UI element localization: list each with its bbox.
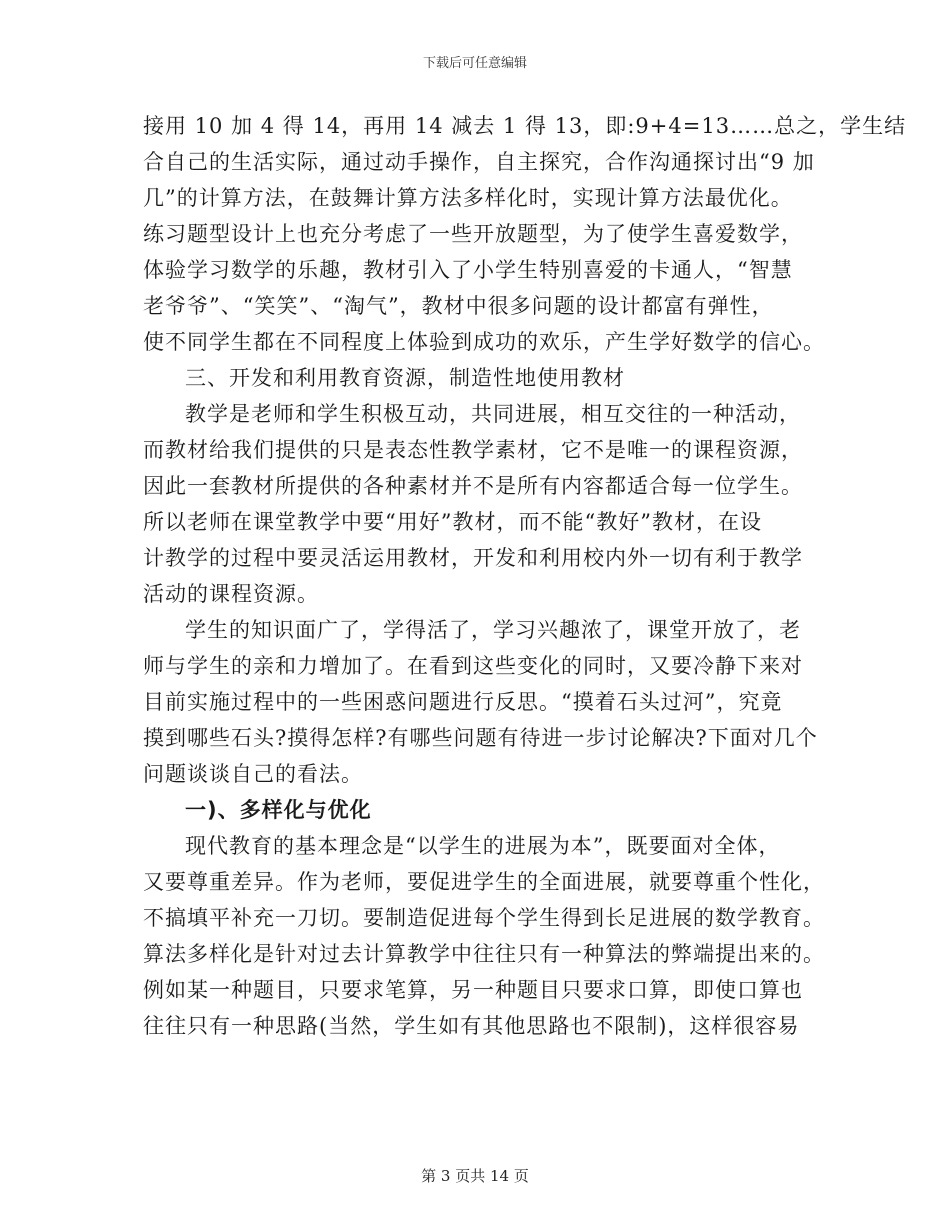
text-line: 体验学习数学的乐趣，教材引入了小学生特别喜爱的卡通人，“智慧: [143, 258, 793, 282]
text-line: 几”的计算方法，在鼓舞计算方法多样化时，实现计算方法最优化。: [143, 186, 793, 210]
text-line: 老爷爷”、“笑笑”、“淘气”，教材中很多问题的设计都富有弹性，: [143, 294, 774, 318]
text-line: 练习题型设计上也充分考虑了一些开放题型，为了使学生喜爱数学，: [143, 222, 803, 246]
text-line: 问题谈谈自己的看法。: [143, 762, 363, 786]
text-line: 合自己的生活实际，通过动手操作，自主探究，合作沟通探讨出“9 加: [143, 150, 815, 174]
text-line: 不搞填平补充一刀切。要制造促进每个学生得到长足进展的数学教育。: [143, 906, 825, 930]
text-line: 又要尊重差异。作为老师，要促进学生的全面进展，就要尊重个性化，: [143, 870, 825, 894]
text-line: 现代教育的基本理念是“以学生的进展为本”，既要面对全体，: [185, 834, 781, 858]
text-line: 接用 10 加 4 得 14，再用 14 减去 1 得 13，即:9+4=13……总之，学生结: [143, 114, 907, 138]
section-heading: 三、开发和利用教育资源，制造性地使用教材: [185, 366, 625, 390]
text-line: 活动的课程资源。: [143, 582, 319, 606]
text-line: 所以老师在课堂教学中要“用好”教材，而不能“教好”教材，在设: [143, 510, 762, 534]
text-line: 而教材给我们提供的只是表态性教学素材，它不是唯一的课程资源，: [143, 438, 803, 462]
subsection-heading: 一)、多样化与优化: [185, 798, 372, 822]
text-line: 师与学生的亲和力增加了。在看到这些变化的同时，又要冷静下来对: [143, 654, 803, 678]
page-footer: 第 3 页共 14 页: [421, 1167, 529, 1185]
document-body: [143, 108, 907, 1044]
text-line: 算法多样化是针对过去计算教学中往往只有一种算法的弊端提出来的。: [143, 942, 825, 966]
text-line: 摸到哪些石头?摸得怎样?有哪些问题有待进一步讨论解决?下面对几个: [143, 726, 818, 750]
text-line: 因此一套教材所提供的各种素材并不是所有内容都适合每一位学生。: [143, 474, 803, 498]
text-line: 往往只有一种思路(当然，学生如有其他思路也不限制)，这样很容易: [143, 1014, 800, 1038]
text-line: 使不同学生都在不同程度上体验到成功的欢乐，产生学好数学的信心。: [143, 330, 825, 354]
text-line: 教学是老师和学生积极互动，共同进展，相互交往的一种活动，: [185, 402, 801, 426]
page-header: 下载后可任意编辑: [422, 56, 527, 71]
text-line: 目前实施过程中的一些困惑问题进行反思。“摸着石头过河”，究竟: [143, 690, 783, 714]
text-line: 计教学的过程中要灵活运用教材，开发和利用校内外一切有利于教学: [143, 546, 803, 570]
text-line: 例如某一种题目，只要求笔算，另一种题目只要求口算，即使口算也: [143, 978, 803, 1002]
text-line: 学生的知识面广了，学得活了，学习兴趣浓了，课堂开放了，老: [185, 618, 801, 642]
